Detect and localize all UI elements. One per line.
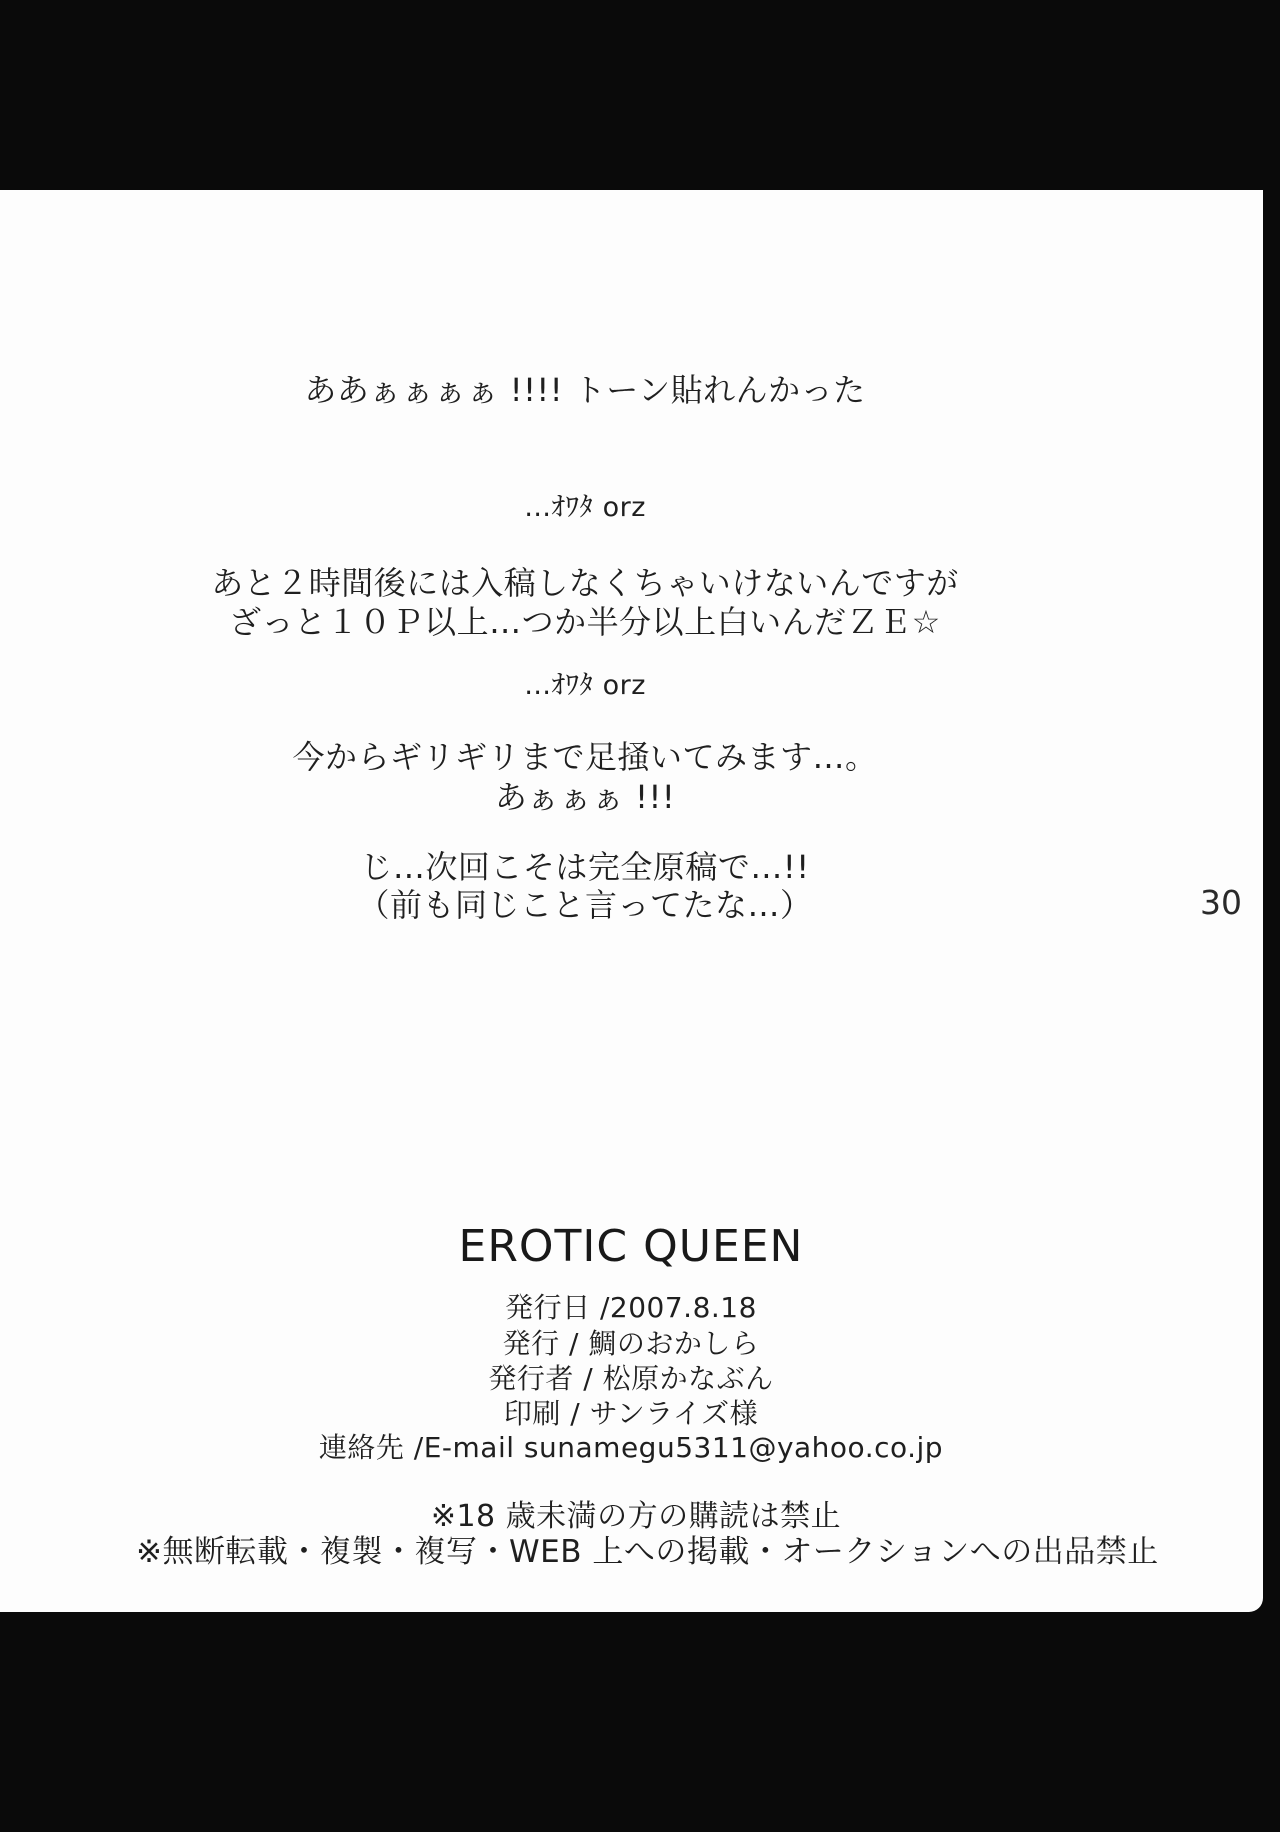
scan-border-bottom	[0, 1612, 1280, 1832]
afterword-line-said-before: （前も同じこと言ってたな…）	[357, 886, 813, 924]
afterword-line-blank-pages: ざっと１０Ｐ以上…つか半分以上白いんだＺＥ☆	[229, 603, 941, 641]
afterword-line-scream-2: あぁぁぁ !!!	[494, 778, 676, 816]
afterword-line-next-time: じ…次回こそは完全原稿で…!!	[360, 848, 810, 886]
colophon-circle: 発行 / 鯛のおかしら	[502, 1327, 760, 1360]
colophon-printer: 印刷 / サンライズ様	[503, 1397, 759, 1430]
page-number: 30	[1200, 883, 1242, 922]
afterword-line-owata-1: …ｵﾜﾀ orz	[524, 492, 646, 523]
scan-border-top	[0, 0, 1280, 190]
scan-border-right	[1263, 0, 1280, 1832]
warning-age-restriction: ※18 歳未満の方の購読は禁止	[430, 1499, 842, 1534]
colophon-contact-email: 連絡先 /E-mail sunamegu5311@yahoo.co.jp	[318, 1431, 944, 1464]
colophon-publisher: 発行者 / 松原かなぶん	[488, 1362, 774, 1395]
colophon-publication-date: 発行日 /2007.8.18	[505, 1291, 757, 1324]
warning-no-reproduction: ※無断転載・複製・複写・WEB 上への掲載・オークションへの出品禁止	[136, 1534, 1159, 1570]
afterword-line-owata-2: …ｵﾜﾀ orz	[524, 670, 646, 701]
afterword-line-struggle: 今からギリギリまで足掻いてみます…。	[292, 738, 878, 776]
afterword-line-deadline: あと２時間後には入稿しなくちゃいけないんですが	[211, 564, 959, 602]
afterword-line-scream-tone: ああぁぁぁぁ !!!! トーン貼れんかった	[304, 371, 866, 409]
colophon-title: EROTIC QUEEN	[458, 1221, 804, 1272]
